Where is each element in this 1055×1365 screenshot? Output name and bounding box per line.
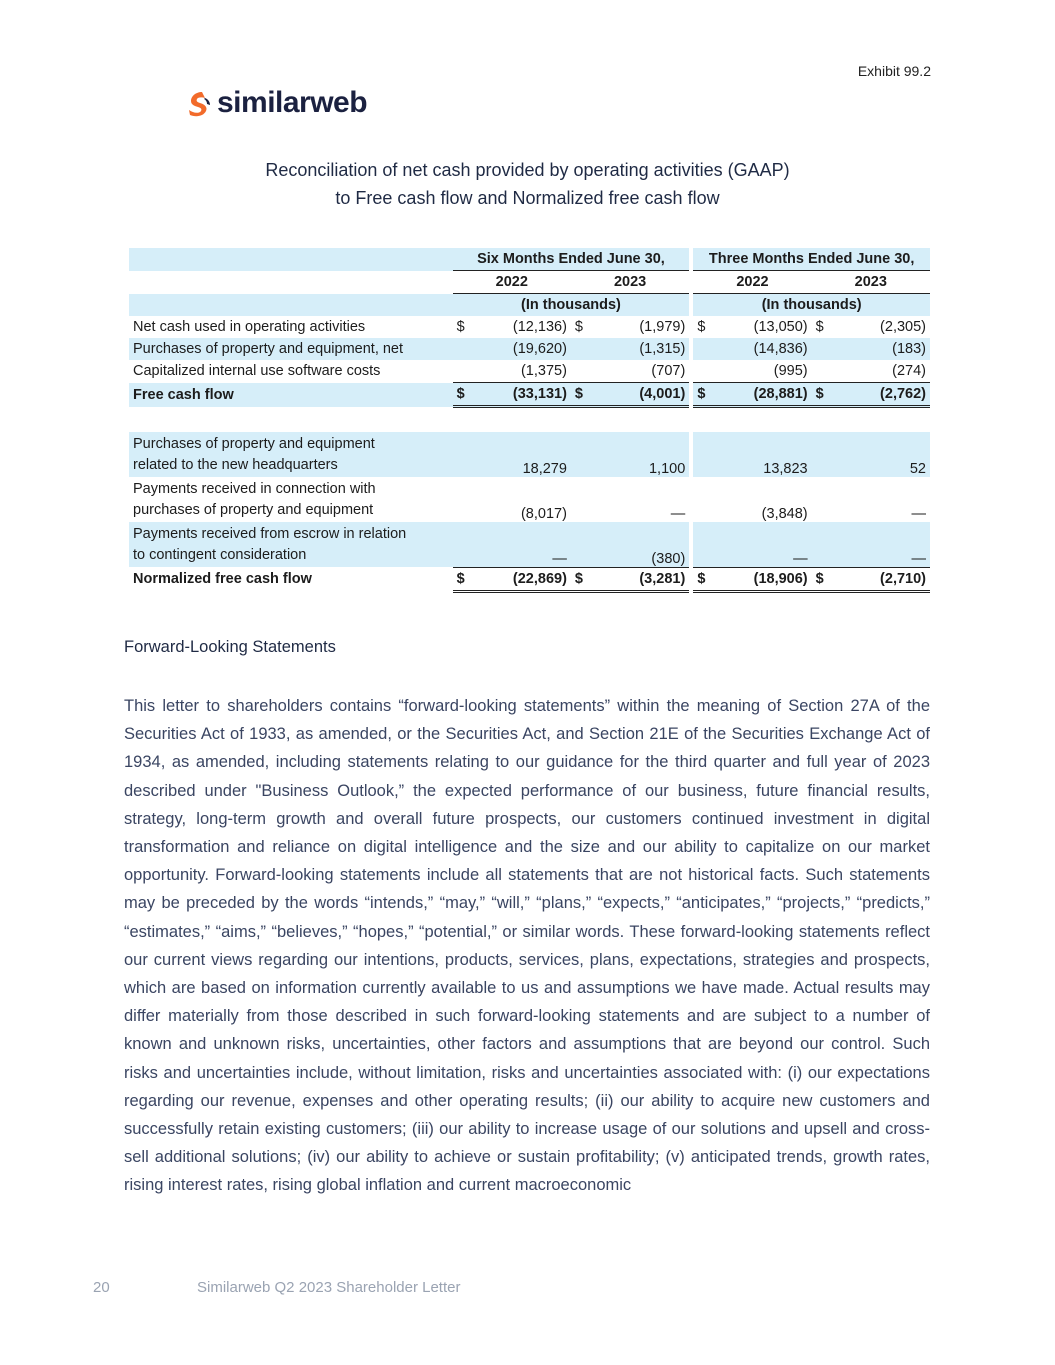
- logo-wordmark: similarweb: [217, 86, 368, 119]
- page-title: [0, 156, 1055, 212]
- similarweb-logo: [186, 86, 367, 120]
- table-row-total: Normalized free cash flow $ (22,869) $ (3,281) $ (18,906) $ (2,710): [129, 567, 930, 591]
- row-label: Payments received from escrow in relation to contingent consideration: [129, 522, 453, 567]
- header-three-2023: 2023: [812, 271, 930, 294]
- table-header-years: [129, 271, 930, 294]
- row-label: Net cash used in operating activities: [133, 319, 366, 335]
- row-label: Free cash flow: [129, 383, 453, 407]
- table-row-total: Free cash flow $ (33,131) $ (4,001) $ (28,881) $ (2,762): [129, 383, 930, 407]
- page-footer: [93, 1279, 460, 1296]
- row-label: Capitalized internal use software costs: [133, 363, 381, 380]
- table-row: Purchases of property and equipment related to the new headquarters 18,279 1,100 13,823 52: [129, 432, 930, 477]
- table-row: Capitalized internal use software costs (1,375) (707) (995) (274): [129, 360, 930, 383]
- section-heading: Forward-Looking Statements: [124, 638, 336, 656]
- header-six-2023: 2023: [571, 271, 689, 294]
- header-three-months: Three Months Ended June 30,: [693, 248, 930, 271]
- table-row: Payments received in connection with purchases of property and equipment (8,017) — (3,848) —: [129, 477, 930, 522]
- exhibit-label: Exhibit 99.2: [857, 63, 931, 79]
- header-six-months: Six Months Ended June 30,: [453, 248, 690, 271]
- cash-flow-reconciliation-table: [129, 248, 930, 593]
- row-label: Purchases of property and equipment, net: [129, 338, 453, 360]
- row-label: Payments received in connection with purchases of property and equipment: [133, 481, 376, 518]
- table-header-units: [129, 294, 930, 317]
- header-three-units: (In thousands): [693, 294, 930, 317]
- page-number: 20: [93, 1279, 110, 1296]
- title-line-2: to Free cash flow and Normalized free cash flow: [335, 188, 720, 208]
- section-body: This letter to shareholders contains “forward-looking statements” within the meaning of Section 27A of the Securities Act of 1933, as amended, or the Securities Act, and Section 21E of the Securities Exchange Act of 1934, as amended, including statements relating to our guidance for the third quarter and full year of 2023 described under "Business Outlook,” the expected performance of our business, future financial results, strategy, long-term growth and overall future prospects, our customers continued investment in digital transformation and reliance on digital intelligence and the size and our ability to capitalize on our market opportunity. Forward-looking statements include all statements that are not historical facts. Such statements may be preceded by the words “intends,” “may,” “will,” “plans,” “expects,” “anticipates,” “projects,” “predicts,” “estimates,” “aims,” “believes,” “hopes,” “potential,” or similar words. These forward-looking statements reflect our current views regarding our intentions, products, services, plans, expectations, strategies and prospects, which are based on information currently available to us and assumptions we have made. Actual results may differ materially from those described in such forward-looking statements and are subject to a number of known and unknown risks, uncertainties, other factors and assumptions that are beyond our control. Such risks and uncertainties include, without limitation, risks and uncertainties associated with: (i) our expectations regarding our revenue, expenses and other operating results; (ii) our ability to acquire new customers and successfully retain existing customers; (iii) our ability to increase usage of our solutions and upsell and cross-sell additional solutions; (iv) our ability to achieve or sustain profitability; (v) anticipated trends, growth rates, rising interest rates, rising global inflation and current macroeconomic: [124, 697, 930, 1195]
- table-row: Purchases of property and equipment, net (19,620) (1,315) (14,836) (183): [129, 338, 930, 360]
- table-spacer: [129, 407, 930, 433]
- header-six-2022: 2022: [453, 271, 571, 294]
- row-label: Normalized free cash flow: [133, 571, 312, 587]
- title-line-1: Reconciliation of net cash provided by operating activities (GAAP): [265, 160, 790, 180]
- similarweb-logo-icon: [186, 89, 212, 117]
- table-row: Net cash used in operating activities $ (12,136) $ (1,979) $ (13,050) $ (2,305): [129, 316, 930, 338]
- header-three-2022: 2022: [693, 271, 811, 294]
- footer-text: Similarweb Q2 2023 Shareholder Letter: [197, 1279, 461, 1296]
- table-header-periods: [129, 248, 930, 271]
- header-six-units: (In thousands): [453, 294, 690, 317]
- table-row: Payments received from escrow in relation to contingent consideration — (380) — —: [129, 522, 930, 567]
- row-label: Purchases of property and equipment related to the new headquarters: [129, 432, 453, 477]
